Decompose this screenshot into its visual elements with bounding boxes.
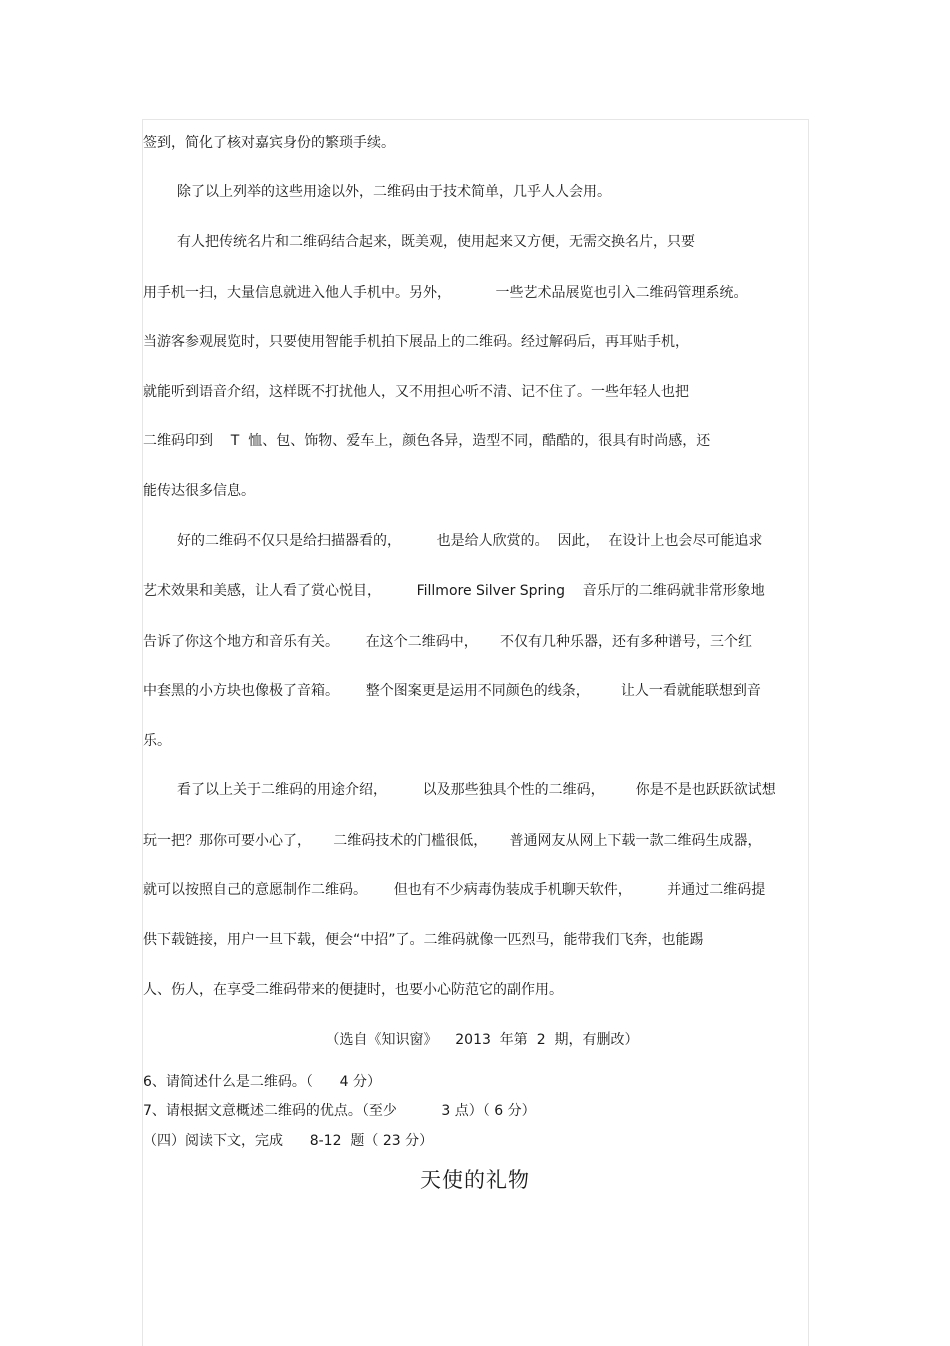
question-7: 7、请根据文意概述二维码的优点。（至少 3 点）（ 6 分） <box>143 1103 536 1119</box>
article-line: 当游客参观展览时，只要使用智能手机拍下展品上的二维码。经过解码后，再耳贴手机， <box>143 334 689 350</box>
article-line: 用手机一扫，大量信息就进入他人手机中。另外， 一些艺术品展览也引入二维码管理系统。 <box>143 285 748 301</box>
article-line: 艺术效果和美感，让人看了赏心悦目， Fillmore Silver Spring 音乐厅的二维码就非常形象地 <box>143 583 765 599</box>
article-line: 看了以上关于二维码的用途介绍， 以及那些独具个性的二维码， 你是不是也跃跃欲试想 <box>177 782 776 798</box>
article-line: 玩一把？那你可要小心了， 二维码技术的门槛很低， 普通网友从网上下载一款二维码生成器， <box>143 833 762 849</box>
article-line: 乐。 <box>143 733 171 749</box>
article-line: 就可以按照自己的意愿制作二维码。 但也有不少病毒伪装成手机聊天软件， 并通过二维码提 <box>143 882 766 898</box>
article-line: 除了以上列举的这些用途以外，二维码由于技术简单，几乎人人会用。 <box>177 184 611 200</box>
article-line: 好的二维码不仅只是给扫描器看的， 也是给人欣赏的。 因此， 在设计上也会尽可能追求 <box>177 533 763 549</box>
article-line: 就能听到语音介绍，这样既不打扰他人，又不用担心听不清、记不住了。一些年轻人也把 <box>143 384 689 400</box>
section-heading: （四）阅读下文，完成 8-12 题（ 23 分） <box>143 1133 434 1149</box>
article-source: （选自《知识窗》 2013 年第 2 期，有删改） <box>325 1032 639 1048</box>
article-line: 有人把传统名片和二维码结合起来，既美观，使用起来又方便，无需交换名片，只要 <box>177 234 695 250</box>
article-line: 告诉了你这个地方和音乐有关。 在这个二维码中， 不仅有几种乐器，还有多种谱号，三个红 <box>143 634 752 650</box>
article-line: 能传达很多信息。 <box>143 483 255 499</box>
article-line: 签到，简化了核对嘉宾身份的繁琐手续。 <box>143 135 395 151</box>
article-line: 人、伤人，在享受二维码带来的便捷时，也要小心防范它的副作用。 <box>143 982 563 998</box>
question-6: 6、请简述什么是二维码。（ 4 分） <box>143 1074 381 1090</box>
next-article-title: 天使的礼物 <box>420 1168 530 1192</box>
article-line: 中套黑的小方块也像极了音箱。 整个图案更是运用不同颜色的线条， 让人一看就能联想到音 <box>143 683 761 699</box>
page-frame <box>142 119 809 1346</box>
article-line: 二维码印到 T 恤、包、饰物、爱车上，颜色各异，造型不同，酷酷的，很具有时尚感，还 <box>143 433 711 449</box>
article-line: 供下载链接，用户一旦下载，便会“中招”了。二维码就像一匹烈马，能带我们飞奔，也能踢 <box>143 932 704 948</box>
